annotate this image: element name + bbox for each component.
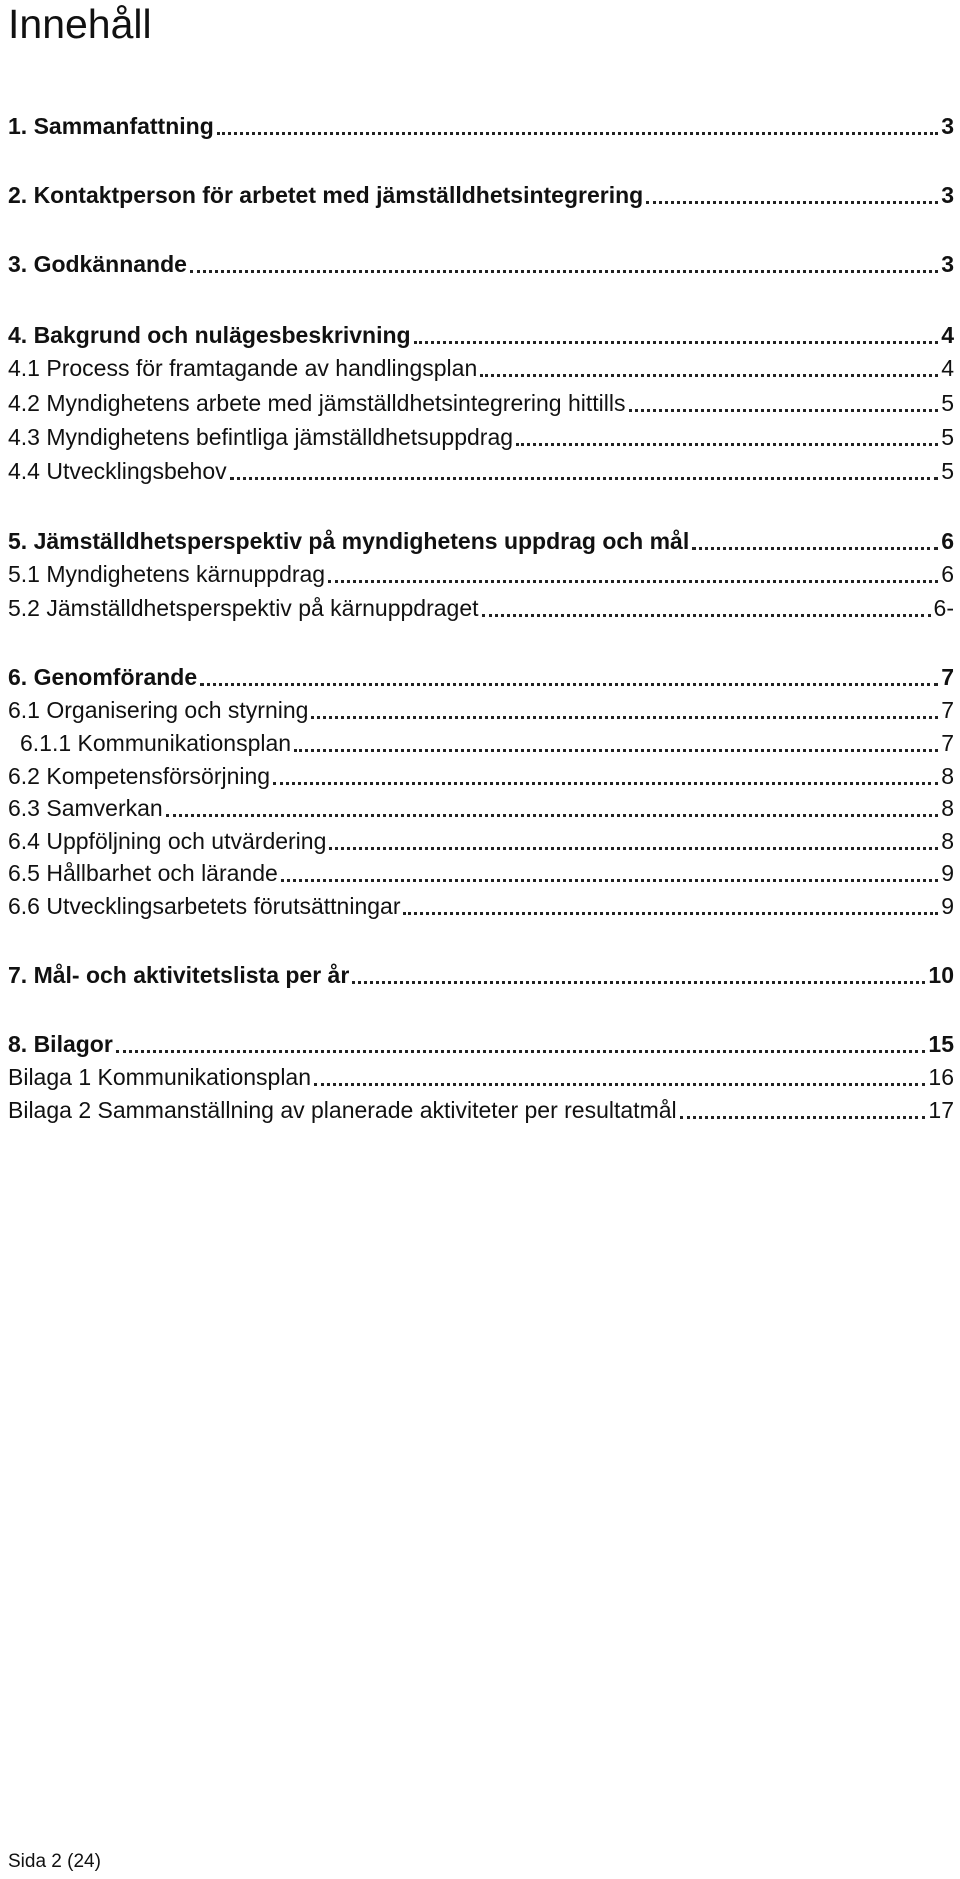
toc-page-number: 8 (941, 828, 954, 854)
toc-page-number: 5 (941, 390, 954, 416)
toc-entry-label: 4.2 Myndighetens arbete med jämställdhetsintegrering hittills (8, 390, 626, 416)
toc-dot-leader (217, 132, 938, 135)
toc-entry-label: 6.4 Uppföljning och utvärdering (8, 828, 327, 854)
toc-entry-5-1[interactable] (8, 559, 954, 589)
toc-page-number: 5 (941, 458, 954, 484)
toc-dot-leader (281, 879, 938, 882)
toc-dot-leader (200, 683, 938, 686)
toc-entry-label: 4. Bakgrund och nulägesbeskrivning (8, 322, 411, 348)
toc-entry-6-6[interactable] (8, 891, 954, 921)
toc-entry-4-1[interactable] (8, 353, 954, 383)
toc-page-number: 6 (941, 561, 954, 587)
toc-page-number: 5 (941, 424, 954, 450)
toc-entry-label: 4.4 Utvecklingsbehov (8, 458, 227, 484)
toc-page-number: 7 (941, 697, 954, 723)
toc-entry-2[interactable] (8, 180, 954, 210)
toc-entry-label: Bilaga 2 Sammanställning av planerade aktiviteter per resultatmål (8, 1097, 677, 1123)
toc-page-number: 17 (928, 1097, 954, 1123)
toc-entry-label: 8. Bilagor (8, 1031, 113, 1057)
toc-dot-leader (190, 270, 938, 273)
page-title: Innehåll (8, 1, 152, 47)
toc-entry-label: 6.6 Utvecklingsarbetets förutsättningar (8, 893, 401, 919)
toc-dot-leader (116, 1050, 926, 1053)
toc-entry-label: 1. Sammanfattning (8, 113, 214, 139)
toc-dot-leader (352, 981, 925, 984)
toc-entry-label: 6.2 Kompetensförsörjning (8, 763, 271, 789)
toc-entry-4-2[interactable] (8, 388, 954, 418)
toc-page-number: 3 (941, 251, 954, 277)
toc-page-number: 4 (941, 355, 954, 381)
toc-dot-leader (680, 1116, 926, 1119)
toc-dot-leader (480, 374, 938, 377)
toc-page-number: 10 (928, 962, 954, 988)
toc-entry-label: 4.3 Myndighetens befintliga jämställdhetsuppdrag (8, 424, 514, 450)
toc-page-number: 7 (941, 730, 954, 756)
toc-entry-label: 6.1 Organisering och styrning (8, 697, 309, 723)
toc-entry-4[interactable] (8, 320, 954, 350)
toc-entry-label: 5.1 Myndighetens kärnuppdrag (8, 561, 326, 587)
toc-entry-label: 6. Genomförande (8, 664, 198, 690)
toc-page-number: 4 (941, 322, 954, 348)
toc-entry-bilaga-2[interactable] (8, 1095, 954, 1125)
toc-entry-6[interactable] (8, 662, 954, 692)
toc-page-number: 3 (941, 182, 954, 208)
toc-page-number: 15 (928, 1031, 954, 1057)
toc-dot-leader (692, 547, 938, 550)
toc-dot-leader (328, 580, 938, 583)
toc-entry-label: 6.1.1 Kommunikationsplan (20, 730, 292, 756)
toc-entry-label: 6.5 Hållbarhet och lärande (8, 860, 278, 886)
toc-entry-7[interactable] (8, 960, 954, 990)
toc-entry-label: 3. Godkännande (8, 251, 187, 277)
toc-page-number: 16 (928, 1064, 954, 1090)
toc-entry-label: Bilaga 1 Kommunikationsplan (8, 1064, 312, 1090)
toc-entry-label: 2. Kontaktperson för arbetet med jämställdhetsintegrering (8, 182, 644, 208)
toc-page-number: 8 (941, 763, 954, 789)
toc-entry-1[interactable] (8, 111, 954, 141)
toc-page-number: 9 (941, 860, 954, 886)
toc-entry-6-4[interactable] (8, 826, 954, 856)
toc-dot-leader (314, 1083, 925, 1086)
toc-entry-6-3[interactable] (8, 793, 954, 823)
page-indicator: Sida 2 (24) (8, 1851, 101, 1872)
toc-entry-label: 4.1 Process för framtagande av handlingsplan (8, 355, 478, 381)
toc-page-number: 3 (941, 113, 954, 139)
toc-dot-leader (629, 409, 939, 412)
toc-dot-leader (294, 749, 938, 752)
toc-dot-leader (516, 443, 938, 446)
toc-dot-leader (646, 201, 938, 204)
toc-dot-leader (403, 912, 938, 915)
toc-dot-leader (329, 847, 938, 850)
toc-entry-8[interactable] (8, 1029, 954, 1059)
toc-entry-6-5[interactable] (8, 858, 954, 888)
toc-page-number: 7 (941, 664, 954, 690)
toc-entry-label: 7. Mål- och aktivitetslista per år (8, 962, 350, 988)
toc-page-number: 6- (933, 595, 954, 621)
toc-entry-4-4[interactable] (8, 456, 954, 486)
toc-dot-leader (230, 477, 939, 480)
toc-entry-6-1[interactable] (8, 695, 954, 725)
toc-dot-leader (311, 716, 938, 719)
toc-page-number: 9 (941, 893, 954, 919)
toc-entry-label: 5.2 Jämställdhetsperspektiv på kärnuppdraget (8, 595, 479, 621)
toc-entry-6-2[interactable] (8, 761, 954, 791)
toc-entry-5-2[interactable] (8, 593, 954, 623)
toc-dot-leader (414, 341, 939, 344)
toc-page-number: 8 (941, 795, 954, 821)
toc-entry-5[interactable] (8, 526, 954, 556)
toc-entry-4-3[interactable] (8, 422, 954, 452)
toc-entry-bilaga-1[interactable] (8, 1062, 954, 1092)
toc-page-number: 6 (941, 528, 954, 554)
toc-entry-6-1-1[interactable] (20, 728, 954, 758)
toc-entry-label: 5. Jämställdhetsperspektiv på myndighetens uppdrag och mål (8, 528, 690, 554)
toc-dot-leader (166, 814, 939, 817)
toc-dot-leader (273, 782, 938, 785)
toc-entry-3[interactable] (8, 249, 954, 279)
toc-dot-leader (482, 614, 931, 617)
toc-entry-label: 6.3 Samverkan (8, 795, 163, 821)
